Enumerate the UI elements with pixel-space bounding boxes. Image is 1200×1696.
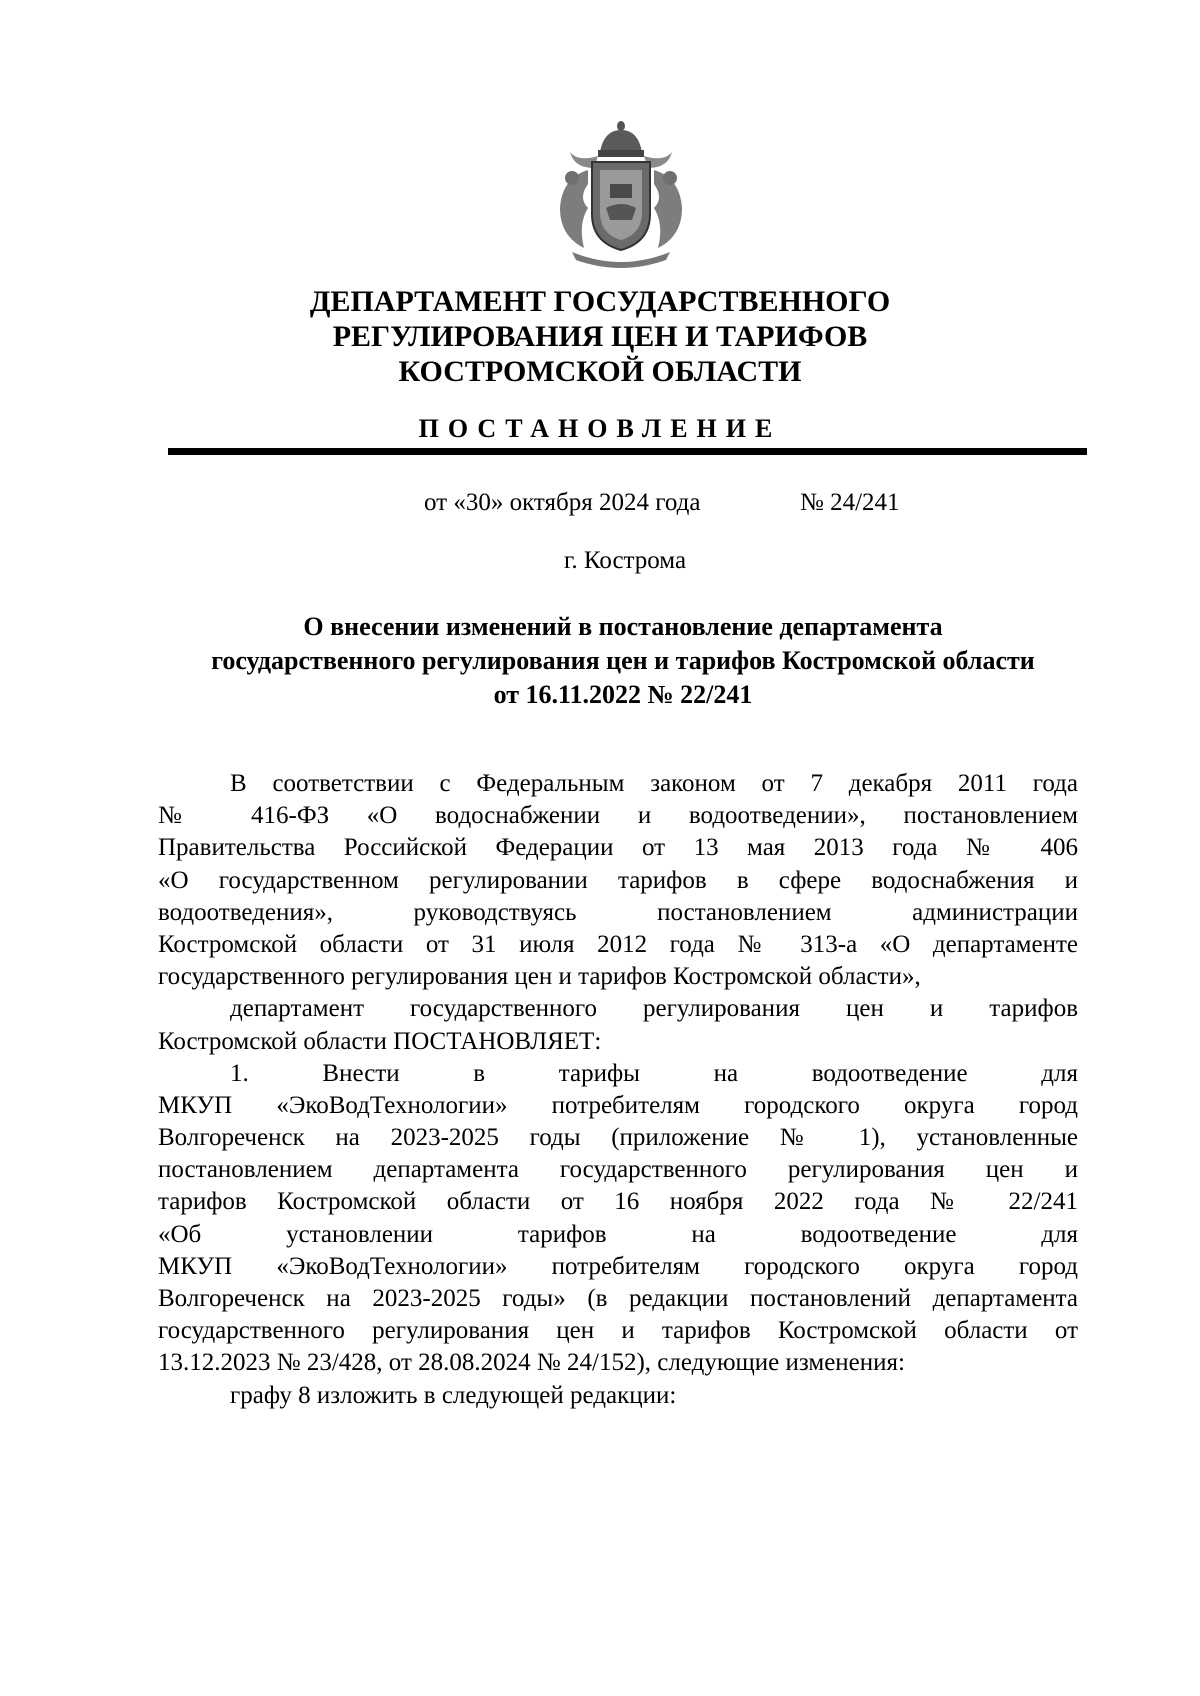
document-body (158, 768, 1078, 1412)
body-line: Костромской области ПОСТАНОВЛЯЕТ: (158, 1027, 602, 1055)
body-line: тарифов Костромской области от 16 ноября 2022 года № 22/241 (158, 1188, 1078, 1216)
body-line: Правительства Российской Федерации от 13 мая 2013 года № 406 (158, 834, 1078, 862)
subject-line-3: от 16.11.2022 № 22/241 (493, 680, 753, 709)
body-line: 13.12.2023 № 23/428, от 28.08.2024 № 24/152), следующие изменения: (158, 1349, 905, 1377)
body-line: департамент государственного регулирования цен и тарифов (230, 995, 1078, 1023)
body-line: Костромской области от 31 июля 2012 года № 313-а «О департаменте (158, 930, 1078, 958)
body-line: «Об установлении тарифов на водоотведение для (158, 1220, 1078, 1248)
body-line: государственного регулирования цен и тарифов Костромской области», (158, 963, 921, 991)
body-line: МКУП «ЭкоВодТехнологии» потребителям городского округа город (158, 1252, 1078, 1280)
body-line: графу 8 изложить в следующей редакции: (230, 1381, 677, 1409)
document-subject (158, 610, 1088, 712)
body-line: МКУП «ЭкоВодТехнологии» потребителям городского округа город (158, 1091, 1078, 1119)
document-date: от «30» октября 2024 года (424, 489, 701, 516)
body-line: государственного регулирования цен и тарифов Костромской области от (158, 1317, 1078, 1345)
kostroma-coat-of-arms-icon (548, 112, 694, 272)
department-line-2: РЕГУЛИРОВАНИЯ ЦЕН И ТАРИФОВ (332, 320, 868, 353)
body-line: Волгореченск на 2023-2025 годы (приложение № 1), установленные (158, 1124, 1078, 1152)
body-line: постановлением департамента государственного регулирования цен и (158, 1156, 1078, 1184)
document-number: № 24/241 (800, 489, 900, 516)
body-line: В соответствии с Федеральным законом от 7 декабря 2011 года (230, 770, 1078, 797)
document-city: г. Кострома (563, 547, 687, 574)
department-line-1: ДЕПАРТАМЕНТ ГОСУДАРСТВЕННОГО (309, 285, 891, 318)
department-line-3: КОСТРОМСКОЙ ОБЛАСТИ (398, 355, 802, 388)
body-line: водоотведения», руководствуясь постановлением администрации (158, 898, 1078, 926)
header-divider (168, 448, 1087, 455)
body-line: «О государственном регулировании тарифов в сфере водоснабжения и (158, 866, 1078, 894)
date-number-line (0, 487, 1200, 519)
department-name (150, 284, 1050, 389)
body-line: 1. Внести в тарифы на водоотведение для (230, 1059, 1078, 1087)
subject-line-1: О внесении изменений в постановление департамента (303, 612, 943, 641)
document-type-title: ПОСТАНОВЛЕНИЕ (418, 414, 782, 443)
subject-line-2: государственного регулирования цен и тарифов Костромской области (211, 646, 1035, 675)
body-line: № 416-ФЗ «О водоснабжении и водоотведении», постановлением (158, 802, 1078, 830)
body-line: Волгореченск на 2023-2025 годы» (в редакции постановлений департамента (158, 1285, 1078, 1312)
